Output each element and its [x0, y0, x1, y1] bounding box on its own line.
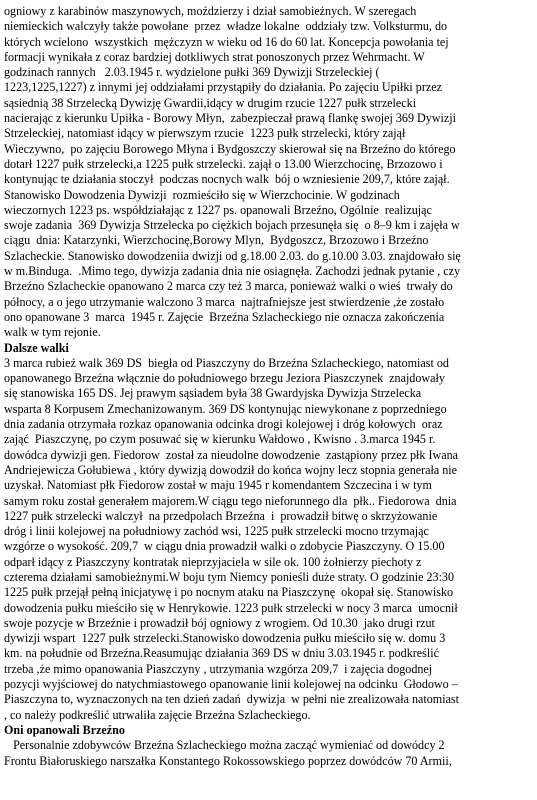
text-line: walk w tym rejonie.	[4, 325, 101, 340]
text-line: których wcielono wszystkich mężczyzn w wieku od 16 do 60 lat. Koncepcja powołania tej	[4, 34, 449, 49]
text-line: 1223,1225,1227) z innymi jej oddziałami przystąpiły do działania. Po zajęciu Upiłki przez	[4, 80, 442, 95]
text-line: zająć Piaszczynę, po czym posuwać się w kierunku Wałdowo , Kwisno . 3.marca 1945 r.	[4, 432, 436, 447]
text-line: dróg i linii kolejowej na południowy zachód wsi, 1225 pułk strzelecki mocno trzymając	[4, 524, 429, 539]
text-line: , co należy podkreślić utrwaliła zajęcie Brzeźna Szlacheckiego.	[4, 707, 311, 722]
text-line: Personalnie zdobywców Brzeźna Szlacheckiego można zacząć wymieniać od dowódcy 2	[4, 738, 445, 753]
text-line: wsparta 8 Korpusem Zmechanizowanym. 369 DS kontynując niewykonane z poprzedniego	[4, 401, 447, 416]
text-line: swoje pozycje w Brzeźnie i prowadził bój ogniowy z wrogiem. Od 10.30 jako drugi rzut	[4, 615, 435, 630]
text-line: ciągu dnia: Katarzynki, Wierzchocinę,Borowy Mlyn, Bydgoszcz, Brzozowo i Brzeźno	[4, 233, 429, 248]
text-line: 1225 pułk przejął pełną inicjatywę i po nocnym ataku na Piaszczynę okopał się. Stanowisko	[4, 585, 454, 600]
text-line: formacji wynikała z coraz bardziej dotkliwych strat ponoszonych przez Wehrmacht. W	[4, 49, 425, 64]
text-line: 3 marca rubieź walk 369 DS biegła od Piaszczyny do Brzeźna Szlacheckiego, natomiast od	[4, 355, 449, 370]
document-page	[4, 4, 532, 798]
text-line: godzinach rannych 2.03.1945 r. wydzielone pułki 369 Dywizji Strzeleckiej (	[4, 65, 380, 80]
text-line: Stanowisko Dowodzenia Dywizji rozmieściło się w Wierzchocinie. W godzinach	[4, 187, 400, 202]
text-line: ono opanowane 3 marca 1945 r. Zajęcie Brzeźna Szlacheckiego nie oznacza zakończenia	[4, 309, 445, 324]
text-line: pozycji wyjściowej do natychmiastowego opanowanie linii kolejowej na odcinku Głodowo –	[4, 677, 458, 692]
text-line: niemieckich walczyły także powołane przez władze lokalne oddziały tzw. Volksturmu, do	[4, 19, 448, 34]
text-line: samym roku został generałem majorem.W ciągu tego nieforunnego dla płk.. Fiedorowa dnia	[4, 493, 457, 508]
text-line: km. na południe od Brzeźna.Reasumując działania 369 DS w dniu 3.03.1945 r. podkreślić	[4, 646, 439, 661]
text-line: Piaszczyna to, wyznaczonych na ten dzień zadań dywizja w pełni nie zrealizowała natomiast	[4, 692, 460, 707]
text-line: kontynując te działania stoczył podczas nocnych walk bój o wzniesienie 209,7, które zajął.	[4, 172, 450, 187]
text-line: ogniowy z karabinów maszynowych, moździerzy i dział samobieżnych. W szeregach	[4, 4, 417, 18]
section-heading-dalsze-walki: Dalsze walki	[4, 340, 69, 355]
text-line: wieczornych 1223 ps. współdziałając z 1227 ps. opanowali Brzeźno, Ogólnie realizując	[4, 202, 432, 217]
text-line: uzyskał. Natomiast płk Fiedorow został w maju 1945 r komendantem Szczecina i w tym	[4, 478, 432, 493]
text-line: Strzeleckiej, natomiast idący w pierwszym rzucie 1223 pułk strzelecki, który zajął	[4, 126, 406, 141]
paragraph-further-fighting	[4, 356, 532, 723]
text-line: sąsiednią 38 Strzelecką Dywizję Gwardii,idący w drugim rzucie 1227 pułk strzelecki	[4, 95, 417, 110]
paragraph-battle-for-brzezno	[4, 4, 532, 341]
text-line: swoje zadania 369 Dywizja Strzelecka po ciężkich bojach przesunęła się o 8–9 km i zajęła w	[4, 218, 460, 233]
text-line: dowodzenia pułku mieściło się w Henrykowie. 1223 pułk strzelecki w nocy 3 marca umocnił	[4, 600, 458, 615]
text-line: czterema działami samobieżnymi.W boju tym Niemcy ponieśli duże straty. O godzinie 23:30	[4, 569, 455, 584]
text-line: się stanowiska 165 DS. Jej prawym sąsiadem była 38 Gwardyjska Dywizja Strzelecka	[4, 386, 422, 401]
text-line: dotarł 1227 pułk strzelecki,a 1225 pułk strzelecki. zajął o 13.00 Wierzchocinę, Brzozowo i	[4, 156, 443, 171]
text-line: trzeba ,że mimo opanowania Piaszczyny , utrzymania wzgórza 209,7 i zajęcia dogodnej	[4, 661, 433, 676]
text-line: Brzeźno Szlacheckie opanowano 2 marca czy też 3 marca, ponieważ walki o wieś trwały do	[4, 279, 453, 294]
text-line: Szlacheckie. Stanowisko dowodzeniia dwizji od g.18.00 2.03. do g.10.00 3.03. znajdowało się	[4, 248, 461, 263]
text-line: północy, a o jego utrzymanie walczono 3 marca najtrafniejsze jest stwierdzenie ,że zostało	[4, 294, 445, 309]
text-line: nacierając z kierunku Upiłka - Borowy Młyn, zabezpieczał prawą flankę swojej 369 Dywizji	[4, 111, 456, 126]
text-line: opanowanego Brzeźna włącznie do południowego brzegu Jeziora Piaszczynek znajdowały	[4, 371, 445, 386]
text-line: Wieczywno, po zajęciu Borowego Młyna i Bydgoszczy skierował się na Brzeźno do którego	[4, 141, 456, 156]
section-heading-oni-opanowali-brzezno: Oni opanowali Brzeźno	[4, 722, 125, 737]
paragraph-conquerors	[4, 738, 532, 769]
text-line: 1227 pułk strzelecki walczył na przedpolach Brzeźna i prowadził bitwę o skrzyżowanie	[4, 508, 438, 523]
text-line: wzgórze o wysokość. 209,7 w ciągu dnia prowadził walki o zdobycie Piaszczyny. O 15.00	[4, 539, 445, 554]
text-line: dowódca dywizji gen. Fiedorow został za nieudolne dowodzenie zastąpiony przez płk Iwana	[4, 447, 459, 462]
text-line: dnia zadania otrzymała rozkaz opanowania odcinka drogi kolejowej i dróg kołowych oraz	[4, 417, 443, 432]
text-line: dywizji wspart 1227 pułk strzelecki.Stanowisko dowodzenia pułku mieściło się w. domu 3	[4, 631, 446, 646]
text-line: w m.Binduga. .Mimo tego, dywizja zadania dnia nie osiagnęła. Zachodzi jednak pytanie , czy	[4, 264, 461, 279]
text-line: odparł idący z Piaszczyny kontratak nieprzyjaciela w sile ok. 100 żołnierzy piechoty z	[4, 554, 422, 569]
text-line: Andriejewicza Gołubiewa , który dywizją dowodził do końca wojny lecz stopnia generała nie	[4, 462, 458, 477]
text-line: Frontu Białoruskiego narszałka Konstantego Rokossowskiego poprzez dowódców 70 Armii,	[4, 753, 452, 768]
